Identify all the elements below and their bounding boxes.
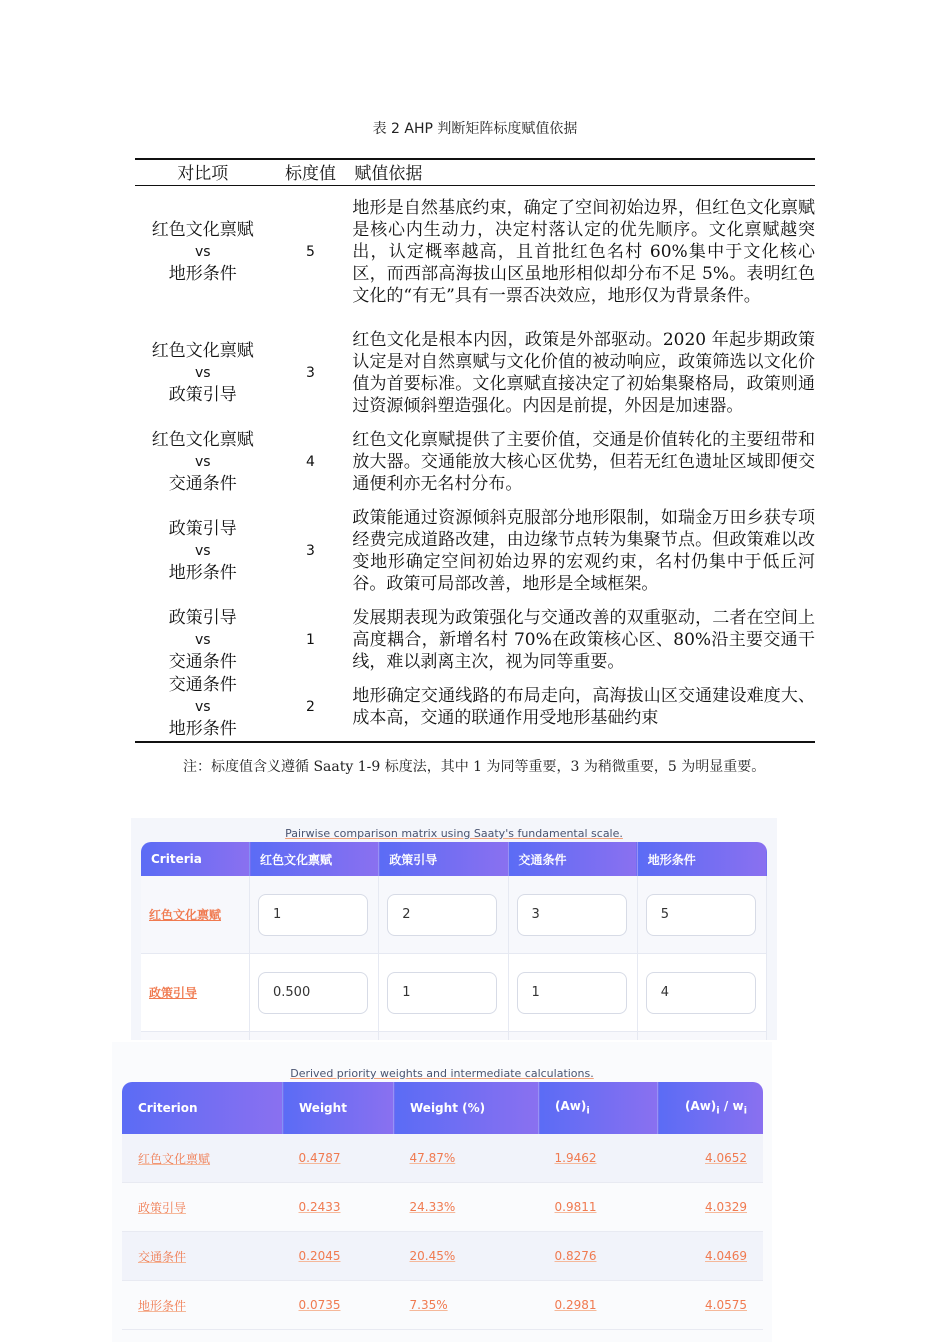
matrix-cell — [508, 876, 637, 954]
matrix-cell — [379, 876, 508, 954]
pairwise-matrix-screenshot — [131, 818, 777, 1040]
matrix-cell-empty — [508, 1032, 637, 1041]
weights-row — [122, 1232, 763, 1281]
aw-label: (Aw) — [555, 1099, 587, 1114]
ratio-subscript: i — [716, 1105, 720, 1117]
matrix-value-input[interactable]: 3 — [517, 894, 627, 936]
pair-cell — [135, 186, 271, 318]
matrix-cell — [379, 954, 508, 1032]
pair-b: 地形条件 — [168, 562, 237, 583]
matrix-value-input[interactable]: 2 — [387, 894, 497, 936]
ahp-scale-table — [135, 158, 815, 743]
matrix-value-input[interactable]: 5 — [646, 894, 756, 936]
basis-text: 地形是自然基底约束，确定了空间初始边界，但红色文化禀赋是核心内生动力，决定村落认定的优先顺序。文化禀赋越突出，认定概率越高，且首批红色名村 60%集中于文化核心区，而西部高海拔山区虽地形相似却分布不足 5%。表明红色文化的“有无”具有一票否决效应，地形仅为背景条件。 — [352, 197, 815, 306]
pair-vs: vs — [195, 243, 211, 260]
pairwise-matrix — [141, 842, 767, 1040]
scale-value: 3 — [306, 364, 315, 381]
weights-header-weight: Weight — [283, 1082, 394, 1134]
matrix-value-input[interactable]: 1 — [387, 972, 497, 1014]
matrix-cell-empty — [637, 1032, 766, 1041]
criterion-cell: 政策引导 — [122, 1183, 283, 1232]
table-caption: 表 2 AHP 判断矩阵标度赋值依据 — [372, 121, 578, 137]
matrix-header-col: 政策引导 — [379, 842, 508, 876]
matrix-row-label: 红色文化禀赋 — [141, 876, 250, 954]
matrix-value-input[interactable]: 1 — [517, 972, 627, 1014]
pair-cell — [135, 606, 271, 674]
pair-vs: vs — [195, 631, 211, 648]
table-note: 注：标度值含义遵循 Saaty 1-9 标度法，其中 1 为同等重要，3 为稍微重要，5 为明显重要。 — [183, 759, 766, 775]
ratio-label: (Aw) — [684, 1099, 717, 1114]
pair-b: 地形条件 — [168, 719, 237, 739]
matrix-row — [141, 954, 767, 1032]
matrix-row — [141, 876, 767, 954]
matrix-header-row — [141, 842, 767, 876]
weight-pct-cell: 47.87% — [394, 1134, 539, 1183]
aw-cell: 0.8276 — [539, 1232, 658, 1281]
weights-row — [122, 1281, 763, 1330]
weights-header-criterion: Criterion — [122, 1082, 283, 1134]
criterion-cell: 交通条件 — [122, 1232, 283, 1281]
weight-cell: 0.2433 — [283, 1183, 394, 1232]
table-header-row — [135, 159, 815, 186]
pair-a: 红色文化禀赋 — [151, 429, 254, 450]
pair-b: 政策引导 — [168, 384, 237, 405]
matrix-cell-empty — [250, 1032, 379, 1041]
weights-header-row — [122, 1082, 763, 1134]
matrix-row-partial — [141, 1032, 767, 1041]
matrix-value-input[interactable]: 4 — [646, 972, 756, 1014]
weights-header-ratio — [658, 1082, 764, 1134]
ratio-cell: 4.0329 — [658, 1183, 764, 1232]
aw-subscript: i — [586, 1105, 590, 1117]
matrix-header-col: 红色文化禀赋 — [250, 842, 379, 876]
table-row — [135, 674, 815, 742]
pair-vs: vs — [195, 453, 211, 470]
table-row — [135, 186, 815, 318]
weights-header-weight-pct: Weight (%) — [394, 1082, 539, 1134]
weight-cell: 0.4787 — [283, 1134, 394, 1183]
header-basis: 赋值依据 — [350, 159, 815, 186]
pair-b: 地形条件 — [168, 263, 237, 284]
scale-value: 1 — [306, 631, 315, 648]
matrix-cell — [637, 954, 766, 1032]
pair-a: 交通条件 — [168, 675, 237, 695]
weights-caption: Derived priority weights and intermediate calculations. — [290, 1067, 594, 1080]
pair-a: 政策引导 — [168, 607, 237, 628]
matrix-cell-empty — [379, 1032, 508, 1041]
weights-header-aw — [539, 1082, 658, 1134]
matrix-header-col: 地形条件 — [637, 842, 766, 876]
weights-screenshot — [112, 1042, 772, 1342]
basis-text: 地形确定交通线路的布局走向，高海拔山区交通建设难度大、成本高，交通的联通作用受地形基础约束 — [350, 674, 815, 742]
pair-vs: vs — [195, 364, 211, 381]
header-value: 标度值 — [271, 159, 351, 186]
weights-row — [122, 1134, 763, 1183]
basis-text: 发展期表现为政策强化与交通改善的双重驱动，二者在空间上高度耦合，新增名村 70%在政策核心区、80%沿主要交通干线，难以剥离主次，视为同等重要。 — [352, 607, 815, 672]
scale-value: 4 — [306, 453, 315, 470]
basis-text: 红色文化禀赋提供了主要价值，交通是价值转化的主要纽带和放大器。交通能放大核心区优势，但若无红色遗址区域即便交通便利亦无名村分布。 — [352, 429, 815, 494]
criterion-cell: 红色文化禀赋 — [122, 1134, 283, 1183]
matrix-cell — [508, 954, 637, 1032]
pair-cell — [135, 428, 271, 496]
pair-b: 交通条件 — [168, 473, 237, 494]
matrix-cell — [250, 876, 379, 954]
weight-cell: 0.0735 — [283, 1281, 394, 1330]
pair-cell — [135, 318, 271, 428]
pair-b: 交通条件 — [168, 651, 237, 672]
aw-cell: 1.9462 — [539, 1134, 658, 1183]
scale-value: 3 — [306, 542, 315, 559]
ratio-divider: / w — [719, 1099, 744, 1114]
pair-vs: vs — [195, 542, 211, 559]
pair-a: 政策引导 — [168, 518, 237, 539]
ratio-cell: 4.0469 — [658, 1232, 764, 1281]
matrix-cell — [637, 876, 766, 954]
aw-cell: 0.2981 — [539, 1281, 658, 1330]
ratio-cell: 4.0575 — [658, 1281, 764, 1330]
matrix-value-input[interactable]: 1 — [258, 894, 368, 936]
matrix-cell-empty — [141, 1032, 250, 1041]
matrix-header-criteria: Criteria — [141, 842, 250, 876]
criterion-cell: 地形条件 — [122, 1281, 283, 1330]
weight-cell: 0.2045 — [283, 1232, 394, 1281]
pair-a: 红色文化禀赋 — [151, 219, 254, 240]
matrix-caption: Pairwise comparison matrix using Saaty's fundamental scale. — [285, 827, 623, 840]
scale-value: 2 — [271, 674, 351, 742]
ratio-cell: 4.0652 — [658, 1134, 764, 1183]
weights-row — [122, 1183, 763, 1232]
weight-pct-cell: 20.45% — [394, 1232, 539, 1281]
table-row — [135, 606, 815, 674]
matrix-row-label: 政策引导 — [141, 954, 250, 1032]
header-pair: 对比项 — [135, 159, 271, 186]
scale-value: 5 — [306, 243, 315, 260]
pair-cell — [135, 674, 271, 742]
table-row — [135, 318, 815, 428]
basis-text: 政策能通过资源倾斜克服部分地形限制，如瑞金万田乡获专项经费完成道路改建，由边缘节点转为集聚节点。但政策难以改变地形确定空间初始边界的宏观约束，名村仍集中于低丘河谷。政策可局部改善，地形是全域框架。 — [352, 507, 815, 594]
weight-pct-cell: 7.35% — [394, 1281, 539, 1330]
pair-a: 红色文化禀赋 — [151, 340, 254, 361]
matrix-value-input[interactable]: 0.500 — [258, 972, 368, 1014]
table-row — [135, 496, 815, 606]
weight-pct-cell: 24.33% — [394, 1183, 539, 1232]
pair-cell — [135, 496, 271, 606]
pair-vs: vs — [195, 699, 211, 715]
weights-table — [122, 1082, 763, 1330]
matrix-header-col: 交通条件 — [508, 842, 637, 876]
matrix-cell — [250, 954, 379, 1032]
ratio-subscript-w: i — [743, 1105, 747, 1117]
basis-text: 红色文化是根本内因，政策是外部驱动。2020 年起步期政策认定是对自然禀赋与文化价值的被动响应，政策筛选以文化价值为首要标准。文化禀赋直接决定了初始集聚格局，政策则通过资源倾斜塑造强化。内因是前提，外因是加速器。 — [352, 329, 815, 416]
table-row — [135, 428, 815, 496]
aw-cell: 0.9811 — [539, 1183, 658, 1232]
